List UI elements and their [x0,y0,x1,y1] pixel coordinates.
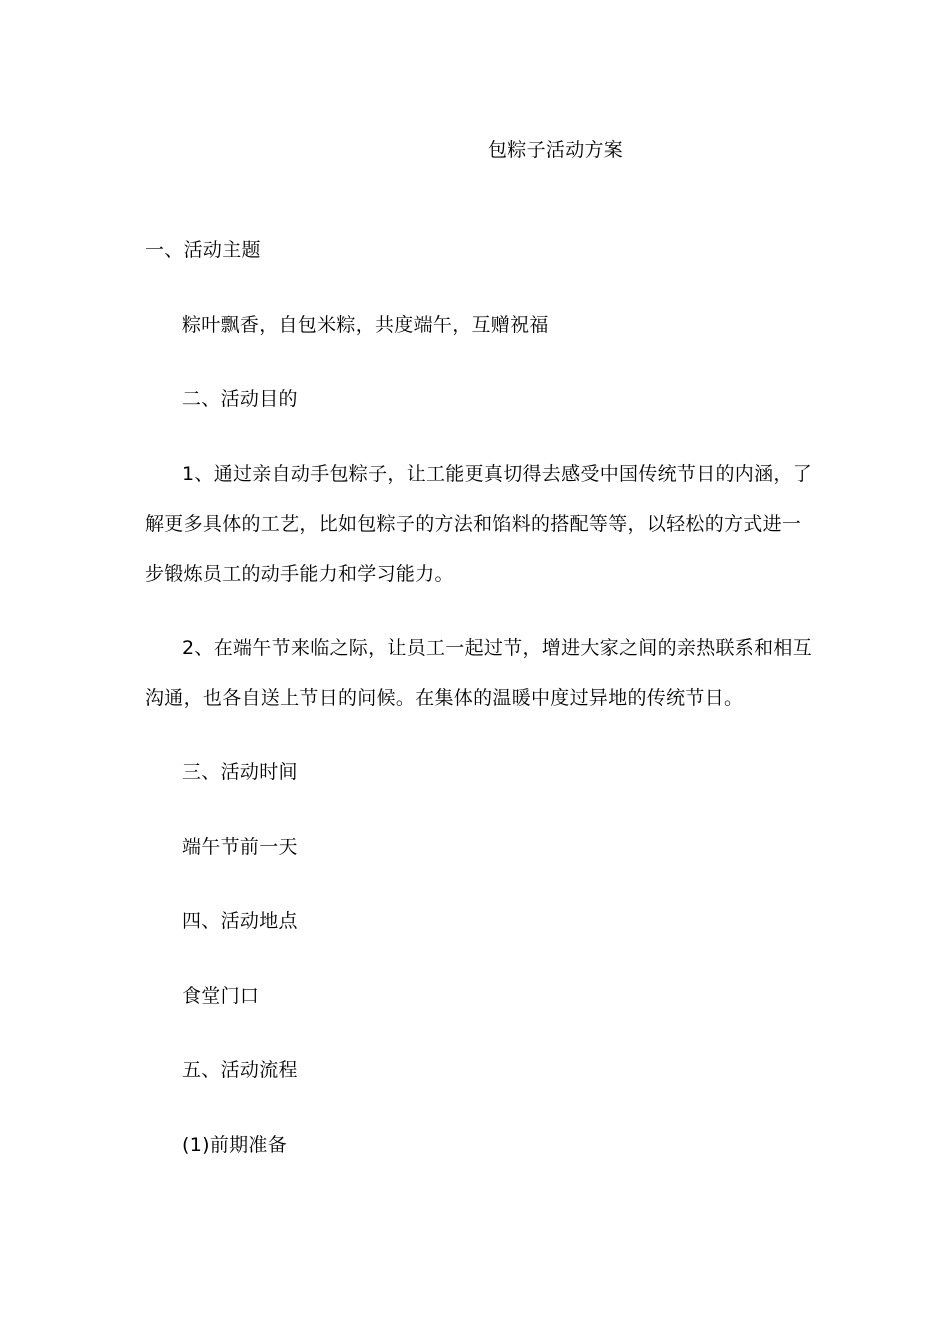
section-heading-time: 三、活动时间 [182,761,298,783]
location-text: 食堂门口 [182,985,260,1007]
document-title: 包粽子活动方案 [488,139,624,161]
process-step-1: (1)前期准备 [182,1134,288,1156]
purpose-item-2-line-1: 2、在端午节来临之际，让员工一起过节，增进大家之间的亲热联系和相互 [182,637,812,659]
purpose-item-1-line-1: 1、通过亲自动手包粽子，让工能更真切得去感受中国传统节日的内涵，了 [182,463,812,485]
purpose-item-1-line-3: 步锻炼员工的动手能力和学习能力。 [145,563,454,585]
time-text: 端午节前一天 [182,836,298,858]
section-heading-location: 四、活动地点 [182,910,298,932]
section-heading-purpose: 二、活动目的 [182,388,298,410]
section-heading-process: 五、活动流程 [182,1059,298,1081]
theme-text: 粽叶飘香，自包米粽，共度端午，互赠祝福 [182,314,549,336]
purpose-item-1-line-2: 解更多具体的工艺，比如包粽子的方法和馅料的搭配等等，以轻松的方式进一 [145,513,802,535]
section-heading-theme: 一、活动主题 [145,239,261,261]
purpose-item-2-line-2: 沟通，也各自送上节日的问候。在集体的温暖中度过异地的传统节日。 [145,687,744,709]
